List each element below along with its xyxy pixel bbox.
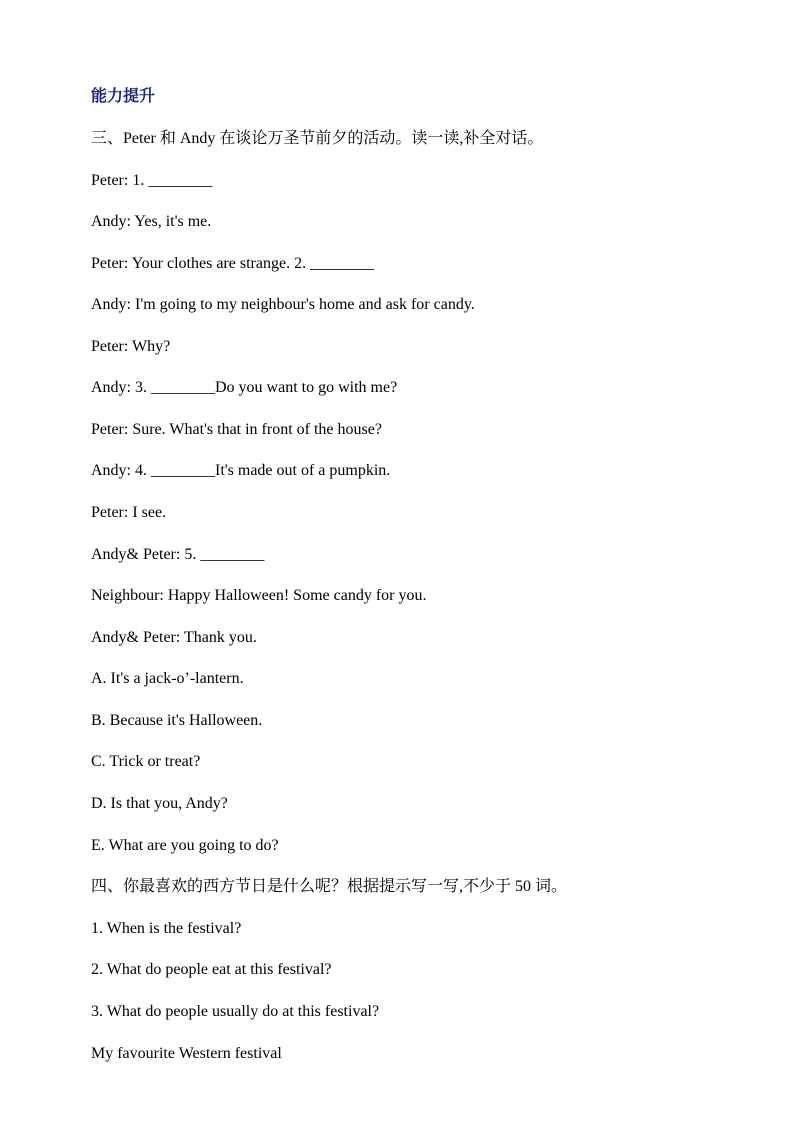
dialogue-line-2: Andy: Yes, it's me. xyxy=(91,213,212,230)
dialogue-line-5: Peter: Why? xyxy=(91,338,171,355)
dialogue-line-1: Peter: 1. ________ xyxy=(91,172,213,189)
dialogue-line-7: Peter: Sure. What's that in front of the house? xyxy=(91,421,382,438)
section-4-title: 四、你最喜欢的西方节日是什么呢？根据提示写一写,不少于 50 词。 xyxy=(91,878,568,895)
dialogue-line-11: Neighbour: Happy Halloween! Some candy for you. xyxy=(91,587,427,604)
dialogue-line-10: Andy& Peter: 5. ________ xyxy=(91,546,265,563)
option-d: D. Is that you, Andy? xyxy=(91,795,228,812)
dialogue-line-12: Andy& Peter: Thank you. xyxy=(91,629,257,646)
prompt-3: 3. What do people usually do at this festival? xyxy=(91,1003,380,1020)
prompt-1: 1. When is the festival? xyxy=(91,920,242,937)
dialogue-line-8: Andy: 4. ________It's made out of a pumpkin. xyxy=(91,462,391,479)
section-heading: 能力提升 xyxy=(91,86,156,105)
option-e: E. What are you going to do? xyxy=(91,837,279,854)
option-a: A. It's a jack-o’-lantern. xyxy=(91,670,244,687)
dialogue-line-9: Peter: I see. xyxy=(91,504,167,521)
dialogue-line-3: Peter: Your clothes are strange. 2. ________ xyxy=(91,255,375,272)
prompt-2: 2. What do people eat at this festival? xyxy=(91,961,332,978)
dialogue-line-4: Andy: I'm going to my neighbour's home and ask for candy. xyxy=(91,296,475,313)
option-b: B. Because it's Halloween. xyxy=(91,712,263,729)
option-c: C. Trick or treat? xyxy=(91,753,201,770)
dialogue-line-6: Andy: 3. ________Do you want to go with me? xyxy=(91,379,398,396)
section-3-title: 三、Peter 和 Andy 在谈论万圣节前夕的活动。读一读,补全对话。 xyxy=(91,130,544,147)
essay-title: My favourite Western festival xyxy=(91,1045,282,1062)
